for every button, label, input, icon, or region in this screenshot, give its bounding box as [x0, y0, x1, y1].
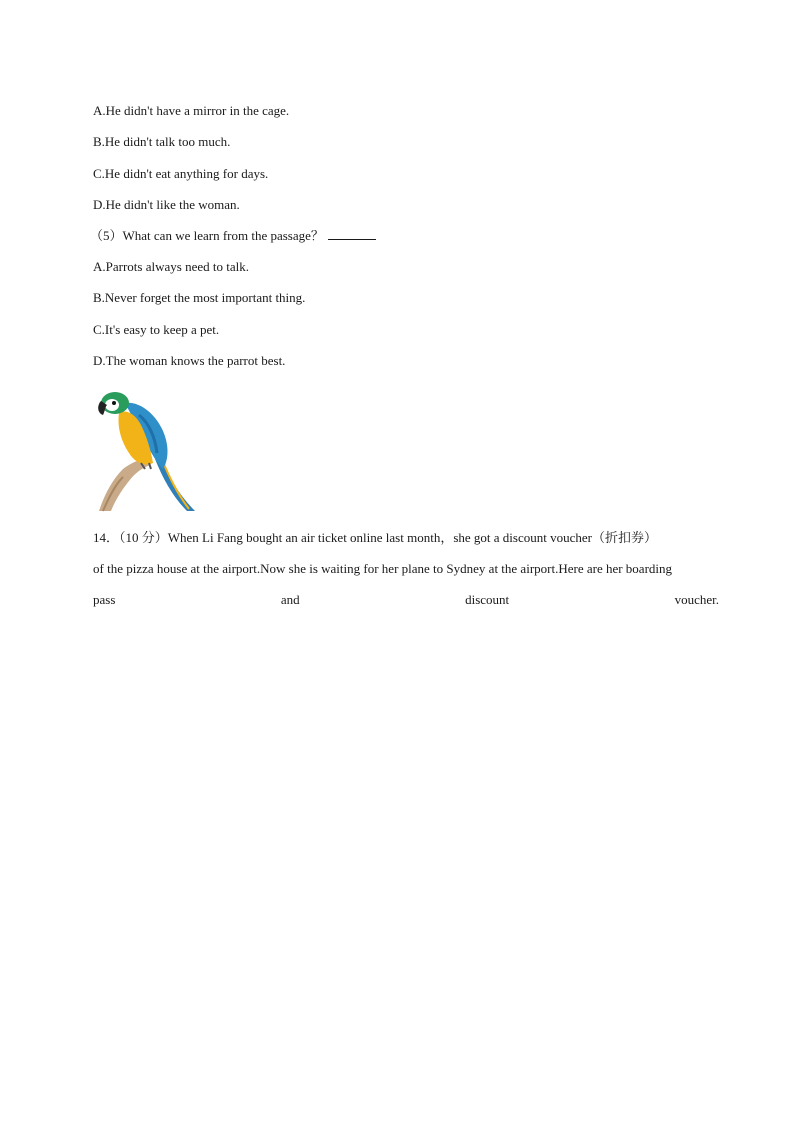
q14-word: pass [93, 592, 116, 607]
q5-option-c: C.It's easy to keep a pet. [93, 322, 220, 337]
q14-word: discount [465, 592, 510, 607]
q4-option-d: D.He didn't like the woman. [93, 197, 240, 212]
parrot-image [95, 383, 203, 513]
q14-line-1: 14．（10 分）When Li Fang bought an air ticket online last month，she got a discount voucher（折扣券） [93, 530, 657, 545]
q5-option-d: D.The woman knows the parrot best. [93, 353, 286, 368]
q5-option-b: B.Never forget the most important thing. [93, 290, 306, 305]
q4-option-b: B.He didn't talk too much. [93, 134, 231, 149]
q4-option-c: C.He didn't eat anything for days. [93, 166, 269, 181]
answer-blank [328, 228, 376, 240]
q5-question [90, 228, 376, 244]
q5-option-a: A.Parrots always need to talk. [93, 259, 249, 274]
q4-option-a: A.He didn't have a mirror in the cage. [93, 103, 290, 118]
q14-line-2: of the pizza house at the airport.Now she is waiting for her plane to Sydney at the airport.Here are her boarding [93, 561, 673, 576]
q14-word: voucher. [674, 592, 719, 607]
q14-line-3 [93, 592, 719, 608]
q14-word: and [280, 592, 300, 607]
q5-prompt: （5）What can we learn from the passage？ [90, 228, 324, 243]
